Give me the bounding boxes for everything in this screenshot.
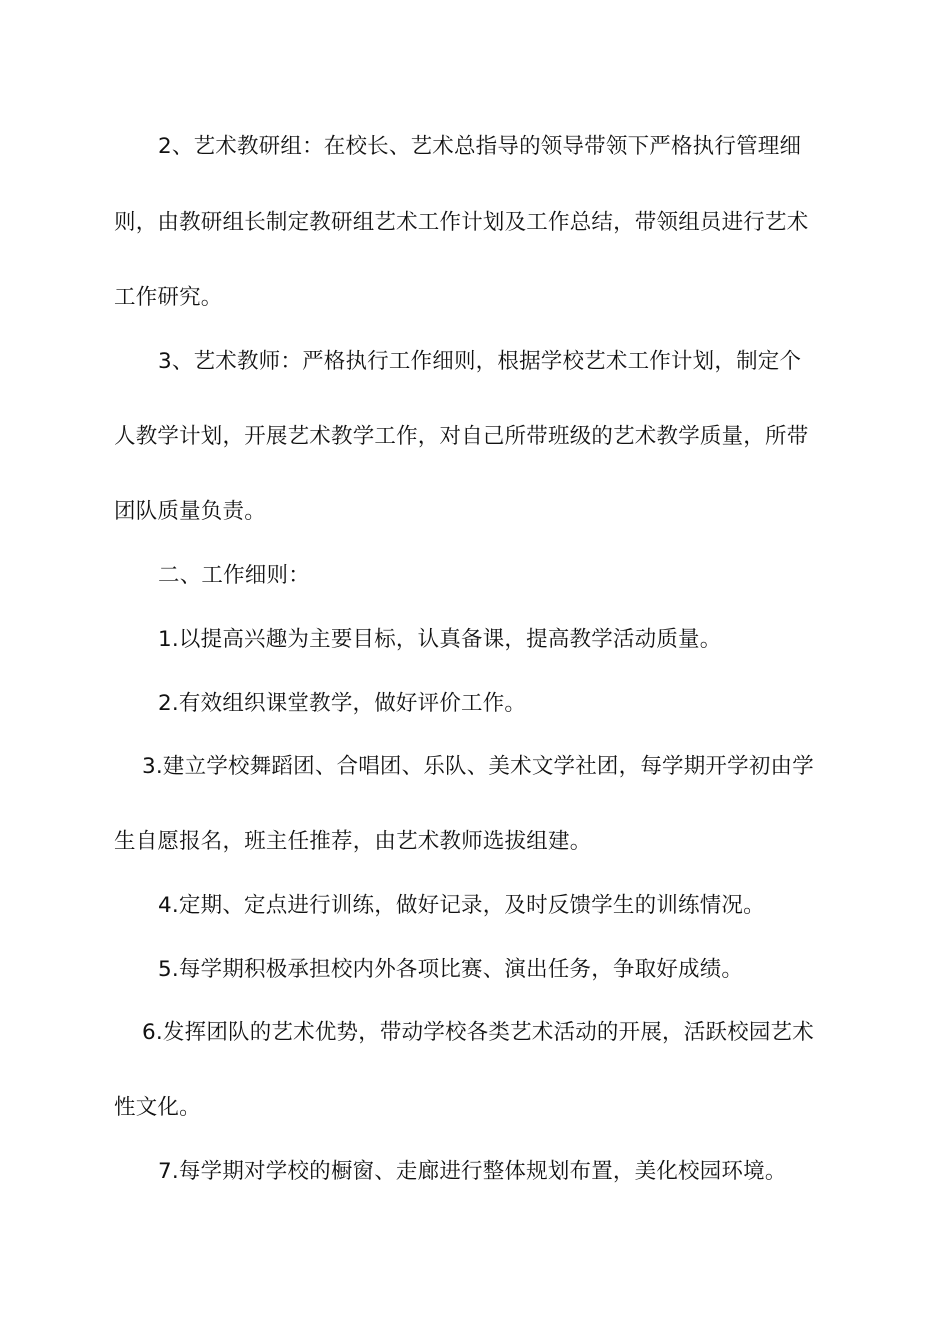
paragraph-3-line-2: 人教学计划，开展艺术教学工作，对自己所带班级的艺术教学质量，所带 bbox=[114, 424, 809, 449]
list-item-6-line-2: 性文化。 bbox=[114, 1095, 201, 1120]
list-item-4: 4.定期、定点进行训练，做好记录，及时反馈学生的训练情况。 bbox=[158, 893, 765, 918]
paragraph-3-line-1: 3、艺术教师：严格执行工作细则，根据学校艺术工作计划，制定个 bbox=[158, 349, 802, 374]
section-heading: 二、工作细则： bbox=[158, 563, 310, 588]
list-item-3-line-2: 生自愿报名，班主任推荐，由艺术教师选拔组建。 bbox=[114, 829, 592, 854]
list-item-1: 1.以提高兴趣为主要目标，认真备课，提高教学活动质量。 bbox=[158, 627, 722, 652]
list-item-5: 5.每学期积极承担校内外各项比赛、演出任务，争取好成绩。 bbox=[158, 957, 744, 982]
list-item-6-line-1: 6.发挥团队的艺术优势，带动学校各类艺术活动的开展，活跃校园艺术 bbox=[142, 1020, 814, 1045]
paragraph-2-line-1: 2、艺术教研组：在校长、艺术总指导的领导带领下严格执行管理细 bbox=[158, 134, 802, 159]
paragraph-3-line-3: 团队质量负责。 bbox=[114, 499, 266, 524]
list-item-7: 7.每学期对学校的橱窗、走廊进行整体规划布置，美化校园环境。 bbox=[158, 1159, 787, 1184]
paragraph-2-line-2: 则，由教研组长制定教研组艺术工作计划及工作总结，带领组员进行艺术 bbox=[114, 210, 809, 235]
paragraph-2-line-3: 工作研究。 bbox=[114, 285, 223, 310]
list-item-2: 2.有效组织课堂教学，做好评价工作。 bbox=[158, 691, 527, 716]
list-item-3-line-1: 3.建立学校舞蹈团、合唱团、乐队、美术文学社团，每学期开学初由学 bbox=[142, 754, 814, 779]
